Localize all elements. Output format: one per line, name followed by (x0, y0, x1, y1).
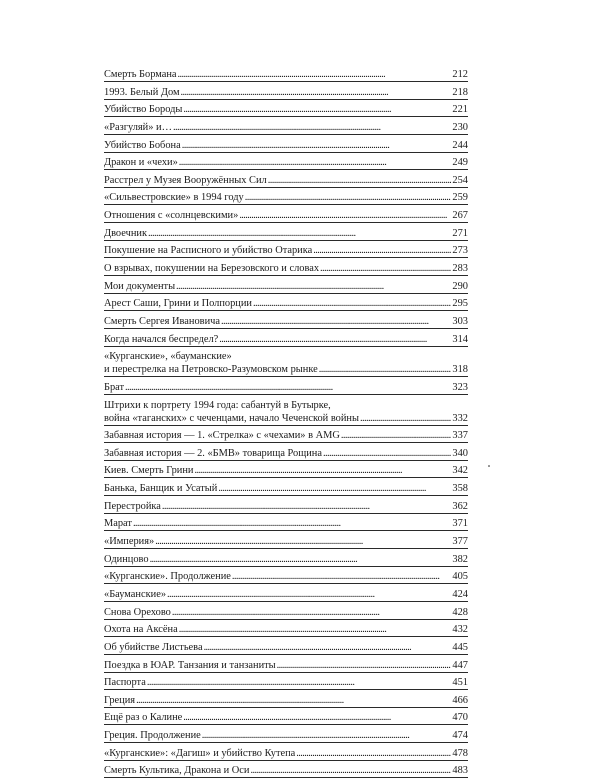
toc-entry-page: 478 (452, 747, 468, 759)
toc-entry (104, 227, 468, 241)
toc-entry-title-line: Смерть Сергея Ивановича (104, 315, 220, 327)
table-of-contents (104, 68, 468, 782)
toc-entry-title (104, 280, 175, 293)
toc-entry (104, 535, 468, 549)
toc-entry-title (104, 103, 182, 116)
toc-entry-page: 342 (452, 465, 468, 477)
toc-entry-title (104, 517, 132, 530)
toc-entry-page: 432 (452, 624, 468, 636)
toc-leader-dots (178, 156, 452, 169)
toc-leader-dots (161, 500, 451, 513)
toc-entry-page: 474 (452, 730, 468, 742)
toc-entry (104, 464, 468, 478)
toc-entry-page: 295 (452, 298, 468, 310)
toc-entry-page: 466 (452, 694, 468, 706)
toc-entry-page: 451 (452, 677, 468, 689)
toc-entry-title-line: Киев. Смерть Грини (104, 465, 194, 477)
toc-entry (104, 156, 468, 170)
toc-entry-title (104, 139, 181, 152)
toc-entry-title-line: Марат (104, 518, 132, 530)
toc-leader-dots (147, 227, 451, 240)
toc-entry-page: 273 (452, 245, 468, 257)
toc-entry-title (104, 297, 252, 310)
toc-entry-title (104, 659, 276, 672)
toc-leader-dots (340, 429, 452, 442)
toc-entry-title (104, 747, 295, 760)
toc-leader-dots (177, 68, 452, 81)
toc-entry-title-line: «Курганские». Продолжение (104, 571, 231, 583)
toc-entry-title-line: Покушение на Расписного и убийство Отарика (104, 245, 313, 257)
toc-entry-page: 283 (452, 263, 468, 275)
toc-leader-dots (146, 676, 452, 689)
toc-entry-page: 221 (452, 104, 468, 116)
toc-leader-dots (252, 297, 451, 310)
toc-entry-page: 254 (452, 174, 468, 186)
toc-entry-title-line: «Бауманские» (104, 588, 167, 600)
toc-entry-title-line: 1993. Белый Дом (104, 86, 180, 98)
toc-entry-title-line: Поездка в ЮАР. Танзания и танзаниты (104, 659, 276, 671)
toc-entry-title (104, 623, 178, 636)
toc-entry-page: 303 (452, 315, 468, 327)
toc-entry-page: 323 (452, 381, 468, 393)
toc-entry-title-line: Мои документы (104, 280, 176, 292)
toc-leader-dots (238, 209, 451, 222)
toc-entry-title (104, 553, 149, 566)
toc-entry-title-line: «Курганские», «бауманские» (104, 351, 232, 363)
toc-leader-dots (181, 139, 452, 152)
toc-entry-page: 249 (452, 157, 468, 169)
toc-entry-page: 445 (452, 641, 468, 653)
toc-entry-title-line: Брат (104, 381, 125, 393)
toc-entry-title-line: Когда начался беспредел? (104, 333, 219, 345)
toc-leader-dots (218, 333, 451, 346)
toc-entry-page: 470 (452, 712, 468, 724)
toc-entry (104, 209, 468, 223)
toc-entry (104, 641, 468, 655)
toc-entry-title-line: Штрихи к портрету 1994 года: сабантуй в Бутырке, (104, 399, 331, 411)
toc-entry-title (104, 68, 177, 81)
toc-entry (104, 447, 468, 461)
toc-entry-page: 424 (452, 588, 468, 600)
toc-entry (104, 606, 468, 620)
toc-entry-page: 362 (452, 500, 468, 512)
toc-entry-page: 244 (452, 139, 468, 151)
toc-entry-title (104, 729, 201, 742)
toc-entry-title (104, 500, 161, 513)
toc-entry-title-line: Одинцово (104, 553, 149, 565)
toc-leader-dots (318, 363, 452, 376)
toc-entry (104, 429, 468, 443)
toc-entry-title-line: и перестрелка на Петровско-Разумовском рынке (104, 364, 318, 376)
toc-leader-dots (201, 729, 452, 742)
toc-entry-page: 212 (452, 69, 468, 80)
toc-leader-dots (135, 694, 451, 707)
toc-entry (104, 191, 468, 205)
toc-entry-page: 447 (452, 659, 468, 671)
toc-leader-dots (180, 86, 452, 99)
toc-entry-title-line: Забавная история — 2. «БМВ» товарища Рощина (104, 447, 322, 459)
toc-entry-page: 314 (452, 333, 468, 345)
toc-entry-page: 483 (452, 765, 468, 777)
toc-entry (104, 244, 468, 258)
toc-entry (104, 333, 468, 347)
toc-entry-title (104, 315, 220, 328)
toc-entry-title-line: Банька, Банщик и Усатый (104, 483, 218, 495)
toc-entry-page: 267 (452, 210, 468, 222)
toc-entry-title (104, 227, 147, 240)
toc-entry-page: 230 (452, 121, 468, 133)
toc-leader-dots (182, 711, 451, 724)
toc-entry (104, 350, 468, 377)
toc-entry (104, 764, 468, 778)
toc-entry-title-line: Греция. Продолжение (104, 730, 201, 742)
toc-entry-page: 271 (452, 227, 468, 239)
toc-leader-dots (172, 121, 451, 134)
toc-entry (104, 553, 468, 567)
toc-leader-dots (276, 659, 452, 672)
toc-entry-title (104, 764, 249, 777)
toc-entry-title (104, 350, 318, 376)
toc-entry-title-line: «Курганские»: «Дагиш» и убийство Кутепа (104, 747, 296, 759)
toc-entry-page: 377 (452, 536, 468, 548)
toc-entry-page: 290 (452, 280, 468, 292)
toc-entry-title (104, 447, 322, 460)
toc-entry-title (104, 86, 180, 99)
toc-entry-page: 259 (452, 192, 468, 204)
toc-entry-title (104, 464, 194, 477)
toc-leader-dots (194, 464, 452, 477)
toc-entry-title-line: Убийство Бороды (104, 104, 183, 116)
toc-entry-title (104, 694, 135, 707)
toc-entry (104, 676, 468, 690)
toc-entry-title-line: Ещё раз о Калине (104, 712, 183, 724)
toc-entry-title-line: Расстрел у Музея Вооружённых Сил (104, 174, 267, 186)
toc-entry (104, 623, 468, 637)
print-speck (488, 465, 490, 467)
toc-entry-title-line: Охота на Аксёна (104, 624, 178, 636)
toc-entry-title-line: Забавная история — 1. «Стрелка» с «чехами» в AMG (104, 430, 340, 442)
toc-entry-title-line: Снова Орехово (104, 606, 171, 618)
toc-entry-title (104, 570, 231, 583)
toc-leader-dots (203, 641, 452, 654)
toc-entry (104, 711, 468, 725)
toc-entry (104, 659, 468, 673)
toc-entry (104, 729, 468, 743)
toc-leader-dots (182, 103, 451, 116)
toc-entry (104, 174, 468, 188)
toc-entry (104, 517, 468, 531)
toc-entry-page: 428 (452, 606, 468, 618)
toc-entry-title-line: Паспорта (104, 677, 146, 689)
toc-entry-title (104, 333, 218, 346)
toc-leader-dots (124, 381, 451, 394)
toc-leader-dots (132, 517, 451, 530)
toc-entry (104, 570, 468, 584)
toc-entry (104, 297, 468, 311)
toc-entry (104, 694, 468, 708)
toc-entry-title-line: война «таганских» с чеченцами, начало Чеченской войны (104, 412, 359, 424)
toc-leader-dots (244, 191, 452, 204)
toc-leader-dots (166, 588, 451, 601)
toc-entry-title (104, 262, 319, 275)
toc-entry-title (104, 399, 359, 425)
toc-entry-title-line: Перестройка (104, 500, 161, 512)
toc-entry-title (104, 191, 244, 204)
toc-entry-title (104, 535, 154, 548)
toc-entry-title-line: Смерть Культика, Дракона и Оси (104, 765, 250, 777)
toc-leader-dots (154, 535, 451, 548)
toc-entry (104, 121, 468, 135)
toc-entry (104, 262, 468, 276)
toc-leader-dots (220, 315, 451, 328)
toc-entry-title-line: Убийство Бобона (104, 139, 181, 151)
toc-entry (104, 139, 468, 153)
toc-entry-title-line: Двоечник (104, 227, 147, 239)
toc-entry-title (104, 711, 182, 724)
toc-entry (104, 68, 468, 82)
toc-entry (104, 315, 468, 329)
toc-leader-dots (175, 280, 451, 293)
toc-entry-title-line: Дракон и «чехи» (104, 157, 178, 169)
toc-entry-page: 318 (452, 364, 468, 376)
toc-entry-page: 382 (452, 553, 468, 565)
toc-entry-page: 218 (452, 86, 468, 98)
toc-entry (104, 399, 468, 426)
toc-entry (104, 482, 468, 496)
toc-entry-title (104, 588, 166, 601)
toc-leader-dots (322, 447, 451, 460)
toc-entry (104, 500, 468, 514)
toc-entry-title-line: «Сильвестровские» в 1994 году (104, 192, 244, 204)
toc-entry-title (104, 606, 171, 619)
toc-entry-page: 405 (452, 571, 468, 583)
toc-leader-dots (171, 606, 452, 619)
toc-entry-title-line: Смерть Бормана (104, 69, 177, 80)
toc-leader-dots (295, 747, 451, 760)
toc-entry-title (104, 156, 178, 169)
toc-leader-dots (359, 412, 451, 425)
toc-entry-title (104, 676, 146, 689)
toc-entry (104, 103, 468, 117)
toc-entry (104, 280, 468, 294)
toc-entry-title (104, 641, 203, 654)
toc-leader-dots (267, 174, 452, 187)
toc-entry-title (104, 244, 312, 257)
toc-entry-title-line: О взрывах, покушении на Березовского и словах (104, 263, 320, 275)
toc-entry (104, 747, 468, 761)
toc-leader-dots (231, 570, 452, 583)
toc-entry (104, 86, 468, 100)
toc-entry-title (104, 121, 172, 134)
toc-entry-title-line: Греция (104, 694, 136, 706)
toc-entry (104, 588, 468, 602)
toc-leader-dots (319, 262, 451, 275)
toc-entry-title-line: Арест Саши, Грини и Полпорции (104, 298, 252, 310)
toc-entry-title (104, 482, 217, 495)
toc-entry-title (104, 429, 340, 442)
toc-entry-title-line: Об убийстве Листьева (104, 641, 203, 653)
toc-leader-dots (249, 764, 451, 777)
toc-entry-title (104, 381, 124, 394)
toc-leader-dots (312, 244, 451, 257)
toc-entry-page: 371 (452, 518, 468, 530)
toc-entry-title-line: Отношения с «солнцевскими» (104, 210, 239, 222)
toc-leader-dots (217, 482, 451, 495)
toc-entry-page: 340 (452, 447, 468, 459)
toc-leader-dots (178, 623, 452, 636)
toc-entry-page: 337 (452, 430, 468, 442)
toc-leader-dots (149, 553, 452, 566)
toc-entry-title (104, 209, 238, 222)
toc-entry-page: 358 (452, 483, 468, 495)
toc-entry-title (104, 174, 267, 187)
toc-entry-page: 332 (452, 412, 468, 424)
toc-entry (104, 381, 468, 395)
toc-entry-title-line: «Империя» (104, 536, 155, 548)
toc-entry-title-line: «Разгуляй» и… (104, 121, 172, 133)
